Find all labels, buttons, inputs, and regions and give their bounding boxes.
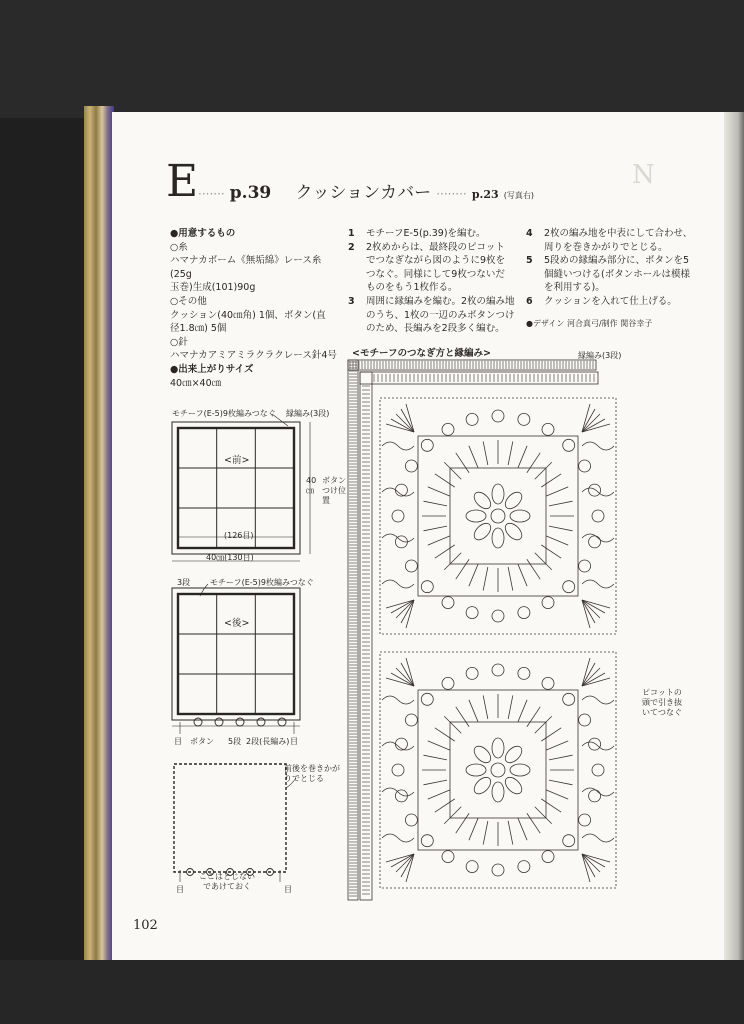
- picot: [518, 667, 530, 679]
- petal: [502, 774, 525, 797]
- stitch: [546, 790, 568, 799]
- stitch: [535, 807, 552, 824]
- motif-center: [491, 509, 505, 523]
- picot: [492, 410, 504, 422]
- front-outer-width: 40㎝(130目): [206, 553, 254, 562]
- stitch: [518, 564, 527, 586]
- button-position-label: ボタンつけ位置: [322, 476, 346, 505]
- picot: [542, 851, 554, 863]
- back-schematic: [160, 578, 350, 738]
- stitch: [527, 559, 540, 579]
- picot: [466, 861, 478, 873]
- stitch: [469, 700, 478, 722]
- picot: [466, 667, 478, 679]
- picot: [579, 560, 591, 572]
- stitch: [435, 545, 455, 558]
- picot: [589, 738, 601, 750]
- other-heading: ○その他: [170, 295, 207, 307]
- stitch: [535, 462, 552, 479]
- stitch: [483, 441, 488, 465]
- assembly-mark: 目: [176, 885, 184, 894]
- step-item: 2 2枚めからは、最終段のピコット でつなぎながら図のように9枚を つなぐ。同様にして9枚つないだ ものをもう1枚作る。: [348, 241, 506, 294]
- stitch: [546, 536, 568, 545]
- stitch: [435, 728, 455, 741]
- stitch: [483, 821, 488, 845]
- pattern-header: [198, 178, 534, 203]
- stitch: [444, 807, 461, 824]
- other-line: 径1.8㎝) 5個: [170, 323, 227, 335]
- picot: [518, 607, 530, 619]
- petal: [471, 489, 494, 512]
- motif-top: [380, 398, 616, 634]
- petal: [492, 528, 504, 548]
- picot: [579, 460, 591, 472]
- stitch: [483, 567, 488, 591]
- picot: [421, 835, 433, 847]
- stitch: [444, 462, 461, 479]
- scan-background-top: [0, 0, 744, 118]
- yarn-line: 玉巻)生成(101)90g: [170, 282, 256, 294]
- yarn-heading: ○糸: [170, 241, 188, 253]
- picot: [563, 581, 575, 593]
- stitch: [535, 716, 552, 733]
- stitch: [423, 780, 447, 785]
- petal: [471, 774, 494, 797]
- stitch: [423, 526, 447, 531]
- stitch: [508, 441, 513, 465]
- needle-heading: ○針: [170, 336, 188, 348]
- step-item: 5 5段めの縁編み部分に、ボタンを5 個縫いつける(ボタンホールは模様 を利用する)。: [526, 255, 691, 294]
- pattern-title: クッションカバー: [295, 183, 432, 203]
- stitch: [508, 567, 513, 591]
- back-bottom-label: 2段(長編み): [246, 737, 290, 746]
- stitch: [541, 799, 561, 812]
- picot: [592, 510, 604, 522]
- scan-background-bottom: [0, 960, 744, 1024]
- picot: [589, 536, 601, 548]
- stitch: [518, 446, 527, 468]
- back-bottom-label: 目: [290, 737, 298, 746]
- chain-loop: [582, 834, 614, 842]
- petal: [510, 764, 530, 776]
- chain-loop: [582, 788, 614, 796]
- stitch: [428, 790, 450, 799]
- stitch: [483, 695, 488, 719]
- picot: [442, 597, 454, 609]
- stitch: [469, 818, 478, 840]
- stitch: [527, 707, 540, 727]
- crochet-chart: [340, 352, 640, 912]
- assembly-mark: 目: [284, 885, 292, 894]
- picot: [518, 413, 530, 425]
- other-line: クッション(40㎝角) 1個、ボタン(直: [170, 309, 326, 321]
- petal: [492, 738, 504, 758]
- stitch: [541, 545, 561, 558]
- picot: [563, 835, 575, 847]
- stitch: [469, 446, 478, 468]
- picot: [405, 560, 417, 572]
- picot: [579, 814, 591, 826]
- petal: [492, 484, 504, 504]
- stitch: [469, 564, 478, 586]
- picot: [579, 714, 591, 726]
- steps-column-1: [348, 227, 520, 336]
- chain-loop: [582, 442, 614, 450]
- picot: [421, 693, 433, 705]
- petal: [492, 782, 504, 802]
- picot: [421, 439, 433, 451]
- stitch: [423, 501, 447, 506]
- materials-section: [170, 227, 342, 390]
- back-bottom-label: 目: [174, 737, 182, 746]
- needle-line: ハマナカアミアミラクラクレース針4号: [170, 350, 337, 362]
- chain-loop: [382, 696, 414, 704]
- petal: [471, 520, 494, 543]
- chain-loop: [582, 534, 614, 542]
- stitch: [456, 707, 469, 727]
- edge-label: 縁編み(3段): [578, 351, 622, 360]
- petal: [466, 510, 486, 522]
- chain-loop: [582, 580, 614, 588]
- picot: [542, 423, 554, 435]
- front-center-label: <前>: [224, 455, 250, 466]
- stitch: [549, 526, 573, 531]
- stitch: [535, 553, 552, 570]
- picot: [421, 581, 433, 593]
- picot: [466, 607, 478, 619]
- stitch: [549, 501, 573, 506]
- stitch: [435, 474, 455, 487]
- materials-heading: ●用意するもの: [170, 228, 236, 239]
- chain-loop: [382, 788, 414, 796]
- picot: [442, 851, 454, 863]
- picot: [405, 460, 417, 472]
- motif-outline: [380, 398, 616, 634]
- leader-dots: ········: [436, 187, 467, 201]
- back-bottom-label: ボタン: [190, 737, 214, 746]
- petal: [502, 489, 525, 512]
- picot: [542, 597, 554, 609]
- motif-bottom: [380, 652, 616, 888]
- petal: [471, 743, 494, 766]
- stitch: [423, 755, 447, 760]
- stitch: [444, 716, 461, 733]
- stitch: [549, 755, 573, 760]
- steps-column-2: [526, 227, 702, 329]
- stitch: [518, 818, 527, 840]
- motif-outline: [380, 652, 616, 888]
- front-inner-width: (126目): [224, 531, 254, 540]
- picot: [442, 423, 454, 435]
- petal: [502, 743, 525, 766]
- assembly-side-label: 前後を巻きかがりでとじる: [284, 764, 340, 783]
- step-item: 6 クッションを入れて仕上げる。: [526, 295, 677, 307]
- picot: [563, 439, 575, 451]
- picot-join-note: ピコットの頭で引き抜いてつなぐ: [642, 688, 682, 717]
- picot: [542, 677, 554, 689]
- petal: [502, 520, 525, 543]
- back-rows-label: 3段: [177, 578, 191, 587]
- page-number: 102: [133, 918, 158, 933]
- front-height: 40㎝: [306, 476, 317, 495]
- chain-loop: [382, 442, 414, 450]
- stitch: [546, 487, 568, 496]
- stitch: [508, 695, 513, 719]
- picot: [405, 714, 417, 726]
- stitch: [428, 741, 450, 750]
- pattern-letter: E: [166, 156, 199, 207]
- stitch: [428, 536, 450, 545]
- stitch: [444, 553, 461, 570]
- chain-loop: [382, 834, 414, 842]
- picot: [392, 510, 404, 522]
- picot: [466, 413, 478, 425]
- picot: [442, 677, 454, 689]
- photo-page-ref: p.23: [471, 188, 499, 201]
- picot: [518, 861, 530, 873]
- stitch: [527, 453, 540, 473]
- picot: [563, 693, 575, 705]
- yarn-line: ハマナカボーム《無垢綿》レース糸(25g: [170, 255, 322, 280]
- size-heading: ●出来上がりサイズ: [170, 363, 254, 375]
- size-line: 40㎝×40㎝: [170, 377, 222, 389]
- front-motif-label: モチーフ(E-5)9枚編みつなぐ: [172, 409, 276, 418]
- stitch: [541, 474, 561, 487]
- chain-loop: [382, 580, 414, 588]
- motif-frame: [450, 722, 546, 818]
- motif-frame: [450, 468, 546, 564]
- petal: [510, 510, 530, 522]
- stitch: [456, 453, 469, 473]
- motif-center: [491, 763, 505, 777]
- assembly-bottom-label: ここはとじないであけておく: [199, 872, 255, 891]
- front-edge-label: 縁編み(3段): [286, 409, 330, 418]
- stitch: [518, 700, 527, 722]
- photo-note: (写真右): [503, 191, 535, 200]
- step-item: 4 2枚の編み地を中表にして合わせ、 周りを巻きかがりでとじる。: [526, 228, 693, 253]
- stitch: [456, 813, 469, 833]
- picot: [392, 764, 404, 776]
- step-item: 3 周囲に縁編みを編む。2枚の編み地 のうち、1枚の一辺のみボタンつけ のため、長編みを2段多く編む。: [348, 295, 515, 335]
- back-motif-label: モチーフ(E-5)9枚編みつなぐ: [210, 578, 314, 587]
- picot: [405, 814, 417, 826]
- leader-dots: ·······: [198, 187, 225, 201]
- stitch: [546, 741, 568, 750]
- picot: [492, 664, 504, 676]
- show-through-text: N: [632, 160, 655, 190]
- picot: [592, 764, 604, 776]
- stitch: [541, 728, 561, 741]
- pattern-page-ref: p.39: [229, 183, 272, 203]
- stitch: [527, 813, 540, 833]
- chart-title: <モチーフのつなぎ方と縁編み>: [352, 348, 491, 359]
- chain-loop: [582, 696, 614, 704]
- picot: [589, 484, 601, 496]
- petal: [466, 764, 486, 776]
- picot: [589, 790, 601, 802]
- picot: [492, 864, 504, 876]
- stitch: [508, 821, 513, 845]
- stitch: [549, 780, 573, 785]
- book-spine-edge: [84, 106, 114, 966]
- back-bottom-label: 5段: [228, 737, 242, 746]
- stitch: [435, 799, 455, 812]
- picot: [492, 610, 504, 622]
- stitch: [428, 487, 450, 496]
- design-credit: ●デザイン 河合真弓/制作 関谷幸子: [526, 318, 653, 328]
- page-fore-edge: [724, 112, 744, 962]
- stitch: [456, 559, 469, 579]
- back-center-label: <後>: [224, 618, 250, 629]
- chain-loop: [382, 534, 414, 542]
- step-item: 1 モチーフE-5(p.39)を編む。: [348, 228, 486, 239]
